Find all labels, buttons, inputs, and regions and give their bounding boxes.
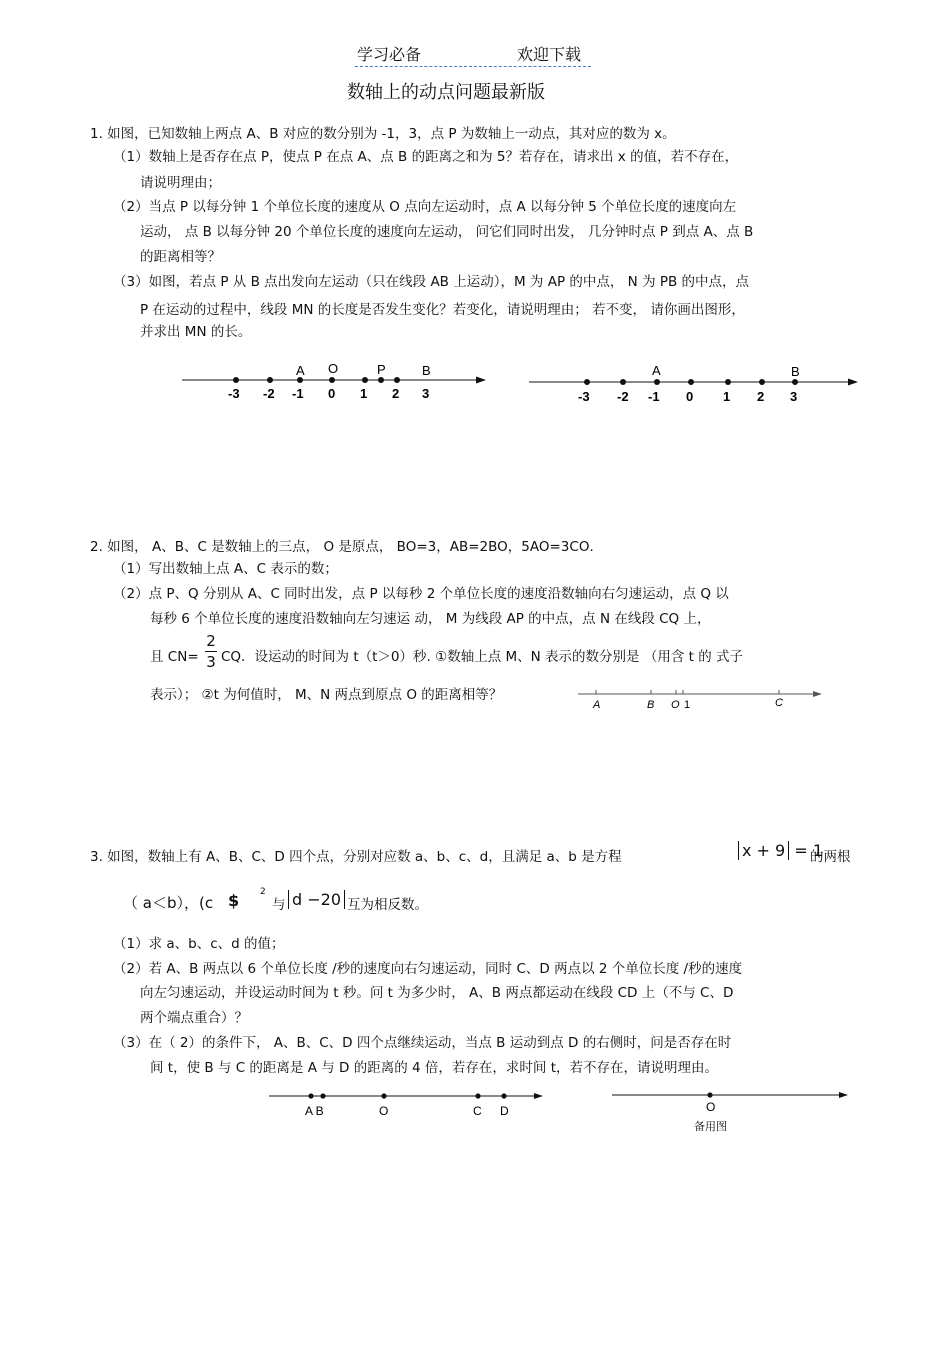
tick-label: -3 (578, 389, 590, 404)
point-a-dot (308, 1093, 313, 1098)
label-ab: A B (305, 1104, 324, 1118)
exponent-two: 2 (260, 887, 266, 897)
q3-number-line-spare (608, 1085, 858, 1135)
q3-number-line-1 (265, 1086, 550, 1121)
point-b-dot (320, 1093, 325, 1098)
tick-label: -2 (617, 389, 629, 404)
q1-number-line-1 (178, 358, 493, 408)
tick-label: -2 (263, 386, 275, 401)
header-right: 欢迎下载 (517, 45, 582, 64)
label-o: O (706, 1100, 716, 1114)
q2-part2-line2: 每秒 6 个单位长度的速度沿数轴向左匀速运 动， M 为线段 AP 的中点，点 N 在线段 CQ 上， (150, 611, 711, 627)
q1-part2-line3: 的距离相等？ (140, 249, 221, 265)
tick-label: 1 (723, 389, 731, 404)
tick-label: 3 (422, 386, 430, 401)
label-one: 1 (684, 699, 691, 711)
label-o: O (379, 1104, 389, 1118)
q2-number-line (575, 684, 830, 714)
point-o-dot (381, 1093, 386, 1098)
tick-dot (233, 377, 239, 383)
label-c: C (775, 697, 783, 709)
tick-dot (362, 377, 368, 383)
q2-intro: 2. 如图， A、B、C 是数轴上的三点， O 是原点， BO=3，AB=2BO，5AO=3CO． (90, 539, 603, 555)
q2-part2-line4: 表示）； ②t 为何值时， M、N 两点到原点 O 的距离相等？ (150, 687, 503, 703)
tick-label: 2 (392, 386, 400, 401)
label-a: A (296, 363, 305, 378)
q3-part1: （1）求 a、b、c、d 的值； (113, 936, 285, 952)
label-b: B (422, 363, 431, 378)
q1-part3-line3: 并求出 MN 的长。 (140, 324, 252, 340)
q2-part2-line3: CQ．设运动的时间为 t（t＞0）秒. ①数轴上点 M、N 表示的数分别是 （用含 t 的 式子 (221, 649, 743, 665)
point-b-dot (792, 379, 798, 385)
q1-part2-line2: 运动， 点 B 以每分钟 20 个单位长度的速度向左运动， 问它们同时出发， 几分钟时点 P 到点 A、点 B (140, 224, 754, 240)
tick-dot (267, 377, 273, 383)
q3-part3-line1: （3）在（ 2）的条件下， A、B、C、D 四个点继续运动，当点 B 运动到点 D 的右侧时，问是否存在时 (113, 1035, 732, 1051)
abs-expression-x9: x + 9 (738, 841, 789, 860)
label-a: A (652, 363, 661, 378)
q3-condition-start: （ a＜b），(c (123, 894, 214, 912)
q3-intro-end: 的两根 (810, 849, 851, 865)
q3-part2-line1: （2）若 A、B 两点以 6 个单位长度 /秒的速度向右匀速运动，同时 C、D 两点以 2 个单位长度 /秒的速度 (113, 961, 743, 977)
fraction-numerator: 2 (206, 632, 216, 650)
q1-intro: 1. 如图，已知数轴上两点 A、B 对应的数分别为 -1，3，点 P 为数轴上一动点，其对应的数为 x。 (90, 126, 676, 142)
tick-label: -1 (648, 389, 660, 404)
label-p: P (377, 362, 386, 377)
q3-part3-line2: 间 t，使 B 与 C 的距离是 A 与 D 的距离的 4 倍，若存在，求时间 t，若不存在，请说明理由。 (150, 1060, 718, 1076)
point-d-dot (501, 1093, 506, 1098)
q2-part2-cn-prefix: 且 CN= (150, 649, 199, 665)
abs-expression-d20: d −20 (288, 890, 345, 909)
label-d: D (500, 1104, 509, 1118)
tick-label: 2 (757, 389, 765, 404)
spare-figure-caption: 备用图 (694, 1120, 727, 1133)
label-a: A (593, 699, 601, 711)
tick-dot (620, 379, 626, 385)
tick-label: 0 (686, 389, 694, 404)
header-left: 学习必备 (357, 45, 422, 64)
q1-part1-line2: 请说明理由； (140, 175, 221, 191)
point-o-dot (707, 1092, 712, 1097)
q3-part2-line2: 向左匀速运动，并设运动时间为 t 秒。问 t 为多少时， A、B 两点都运动在线段 CD 上（不与 C、D (140, 985, 734, 1001)
tick-label: 0 (328, 386, 336, 401)
fraction-denominator: 3 (206, 653, 216, 671)
tick-label: -3 (228, 386, 240, 401)
q1-part3-line1: （3）如图，若点 P 从 B 点出发向左运动（只在线段 AB 上运动），M 为 AP 的中点， N 为 PB 的中点，点 (113, 274, 750, 290)
label-c: C (473, 1104, 482, 1118)
page-title: 数轴上的动点问题最新版 (347, 82, 545, 103)
q1-part3-line2: P 在运动的过程中，线段 MN 的长度是否发生变化？若变化，请说明理由； 若不变， 请你画出图形， (140, 302, 745, 318)
q3-part2-line3: 两个端点重合）？ (140, 1010, 248, 1026)
abs-equation-2 (288, 890, 345, 909)
tick-dot (584, 379, 590, 385)
tick-dot (759, 379, 765, 385)
q3-intro: 3. 如图，数轴上有 A、B、C、D 四个点，分别对应数 a、b、c、d，且满足 a、b 是方程 (90, 849, 622, 865)
fraction-two-thirds (203, 632, 219, 671)
equation-rhs: = 1 (794, 841, 823, 860)
q3-condition-end: 互为相反数。 (347, 897, 428, 913)
point-p-dot (378, 377, 384, 383)
label-o: O (328, 361, 339, 376)
point-o-dot (329, 377, 335, 383)
tick-dot (688, 379, 694, 385)
point-b-dot (394, 377, 400, 383)
label-b: B (647, 699, 655, 711)
label-b: B (791, 364, 800, 379)
header-divider (355, 66, 591, 67)
q1-part1-line1: （1）数轴上是否存在点 P，使点 P 在点 A、点 B 的距离之和为 5？若存在，请求出 x 的值，若不存在， (113, 149, 739, 165)
dollar-symbol: $ (228, 891, 240, 910)
label-o: O (671, 699, 680, 711)
tick-dot (725, 379, 731, 385)
q2-part1: （1）写出数轴上点 A、C 表示的数； (113, 561, 338, 577)
tick-label: -1 (292, 386, 304, 401)
fraction-bar (205, 651, 217, 652)
q3-condition-with: 与 (272, 897, 286, 913)
point-a-dot (654, 379, 660, 385)
point-c-dot (475, 1093, 480, 1098)
q1-number-line-2 (527, 360, 867, 410)
tick-label: 1 (360, 386, 368, 401)
tick-label: 3 (790, 389, 798, 404)
q1-part2-line1: （2）当点 P 以每分钟 1 个单位长度的速度从 O 点向左运动时，点 A 以每分钟 5 个单位长度的速度向左 (113, 199, 737, 215)
q2-part2-line1: （2）点 P、Q 分别从 A、C 同时出发，点 P 以每秒 2 个单位长度的速度沿数轴向右匀速运动，点 Q 以 (113, 586, 729, 602)
